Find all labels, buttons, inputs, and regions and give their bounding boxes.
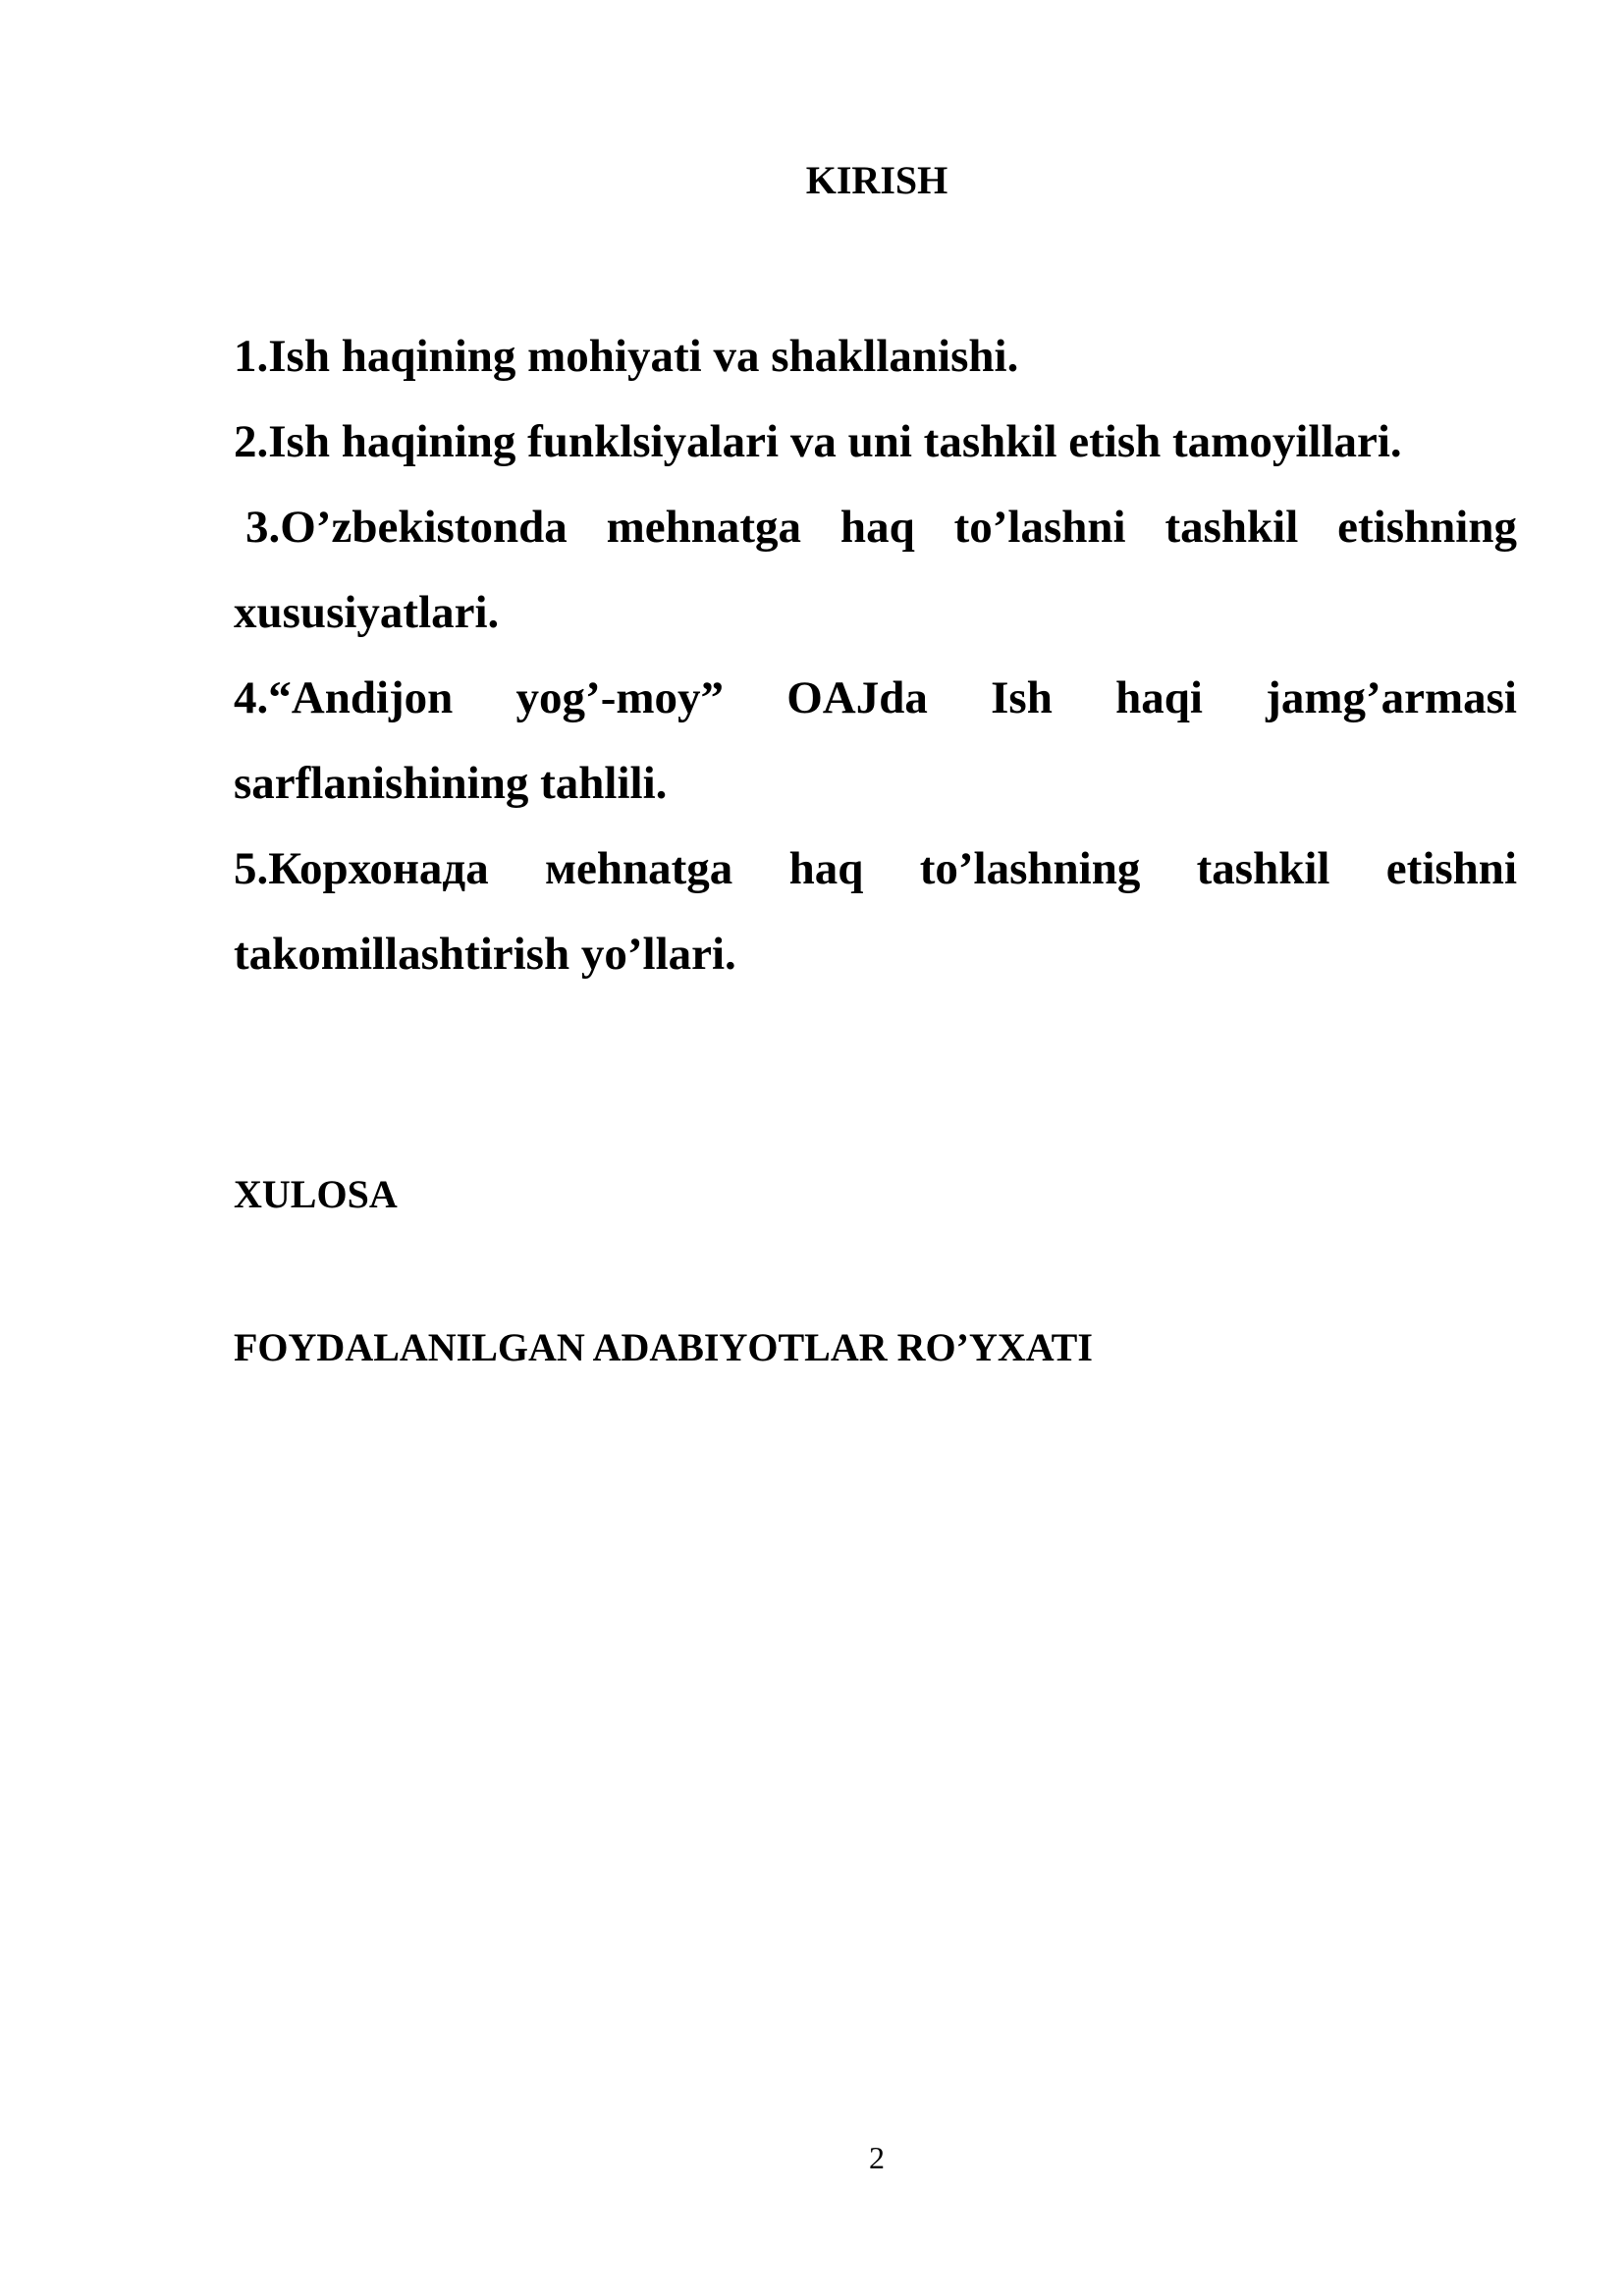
references-heading: FOYDALANILGAN ADABIYOTLAR RO’YXATI bbox=[234, 1325, 1093, 1369]
table-of-contents bbox=[234, 314, 1517, 997]
toc-item-2: 2.Ish haqining funklsiyalari va uni tashkil etish tamoyillari. bbox=[234, 416, 1402, 467]
toc-item-3: 3.O’zbekistonda mehnatga haq to’lashni tashkil etishning xususiyatlari. bbox=[234, 502, 1517, 638]
page-number: 2 bbox=[869, 2140, 885, 2175]
toc-item-5: 5.Корхонада мehnatga haq to’lashning tashkil etishni takomillashtirish yo’llari. bbox=[234, 843, 1517, 980]
toc-item-4: 4.“Andijon yog’-moy” OAJda Ish haqi jamg’armasi sarflanishining tahlili. bbox=[234, 672, 1517, 809]
toc-item-1: 1.Ish haqining mohiyati va shakllanishi. bbox=[234, 331, 1019, 382]
intro-heading: KIRISH bbox=[805, 158, 948, 202]
conclusion-heading: XULOSA bbox=[234, 1172, 398, 1216]
